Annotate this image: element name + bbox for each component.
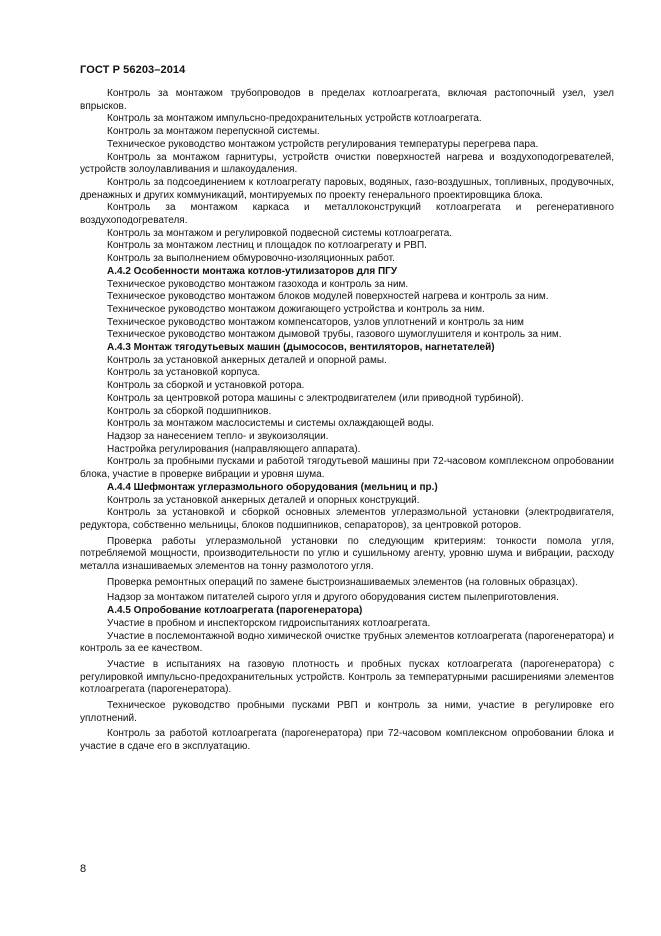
section-heading: А.4.4 Шефмонтаж углеразмольного оборудования (мельниц и пр.)	[107, 481, 438, 493]
paragraph: Техническое руководство монтажом блоков модулей поверхностей нагрева и контроль за ним.	[107, 291, 549, 303]
paragraph: Контроль за монтажом импульсно-предохранительных устройств котлоагрегата.	[107, 113, 482, 125]
paragraph: Контроль за установкой и сборкой основных элементов углеразмольной установки (электродвигателя, редуктора, собственно мельницы, блоков подшипников, сепараторов), за центровкой роторов.	[80, 507, 614, 531]
paragraph: Проверка ремонтных операций по замене быстроизнашиваемых элементов (на головных образцах).	[107, 576, 578, 588]
paragraph: Контроль за сборкой и установкой ротора.	[107, 380, 305, 392]
paragraph: Участие в послемонтажной водно химической очистке трубных элементов котлоагрегата (парогенератора) и контроль за ее качеством.	[80, 630, 614, 655]
paragraph: Надзор за монтажом питателей сырого угля и другого оборудования систем пылеприготовления.	[107, 592, 559, 604]
paragraph: Контроль за монтажом лестниц и площадок по котлоагрегату и РВП.	[107, 240, 427, 252]
paragraph: Контроль за установкой анкерных деталей и опорных конструкций.	[107, 494, 420, 506]
paragraph: Настройка регулирования (направляющего аппарата).	[107, 443, 361, 455]
paragraph: Контроль за монтажом маслосистемы и системы охлаждающей воды.	[107, 418, 435, 430]
paragraph: Техническое руководство монтажом устройств регулирования температуры перегрева пара.	[107, 138, 539, 150]
paragraph: Контроль за монтажом и регулировкой подвесной системы котлоагрегата.	[107, 227, 453, 239]
paragraph: Техническое руководство монтажом дымовой трубы, газового шумоглушителя и контроль за ним.	[107, 329, 562, 341]
document-header: ГОСТ Р 56203–2014	[80, 64, 186, 76]
paragraph: Контроль за сборкой подшипников.	[107, 405, 272, 417]
paragraph: Контроль за подсоединением к котлоагрегату паровых, водяных, газо-воздушных, топливных, продувочных, дренажных и других коммуникаций, монтируемых по проекту генерального проектировщика блока.	[80, 176, 614, 201]
paragraph: Контроль за монтажом перепускной системы.	[107, 126, 320, 138]
paragraph: Техническое руководство монтажом компенсаторов, узлов уплотнений и контроль за ним	[107, 316, 524, 328]
paragraph: Контроль за пробными пусками и работой тягодутьевой машины при 72-часовом комплексном опробовании блока, участие в проверке вибрации и уровня шума.	[80, 456, 614, 481]
paragraph: Контроль за монтажом гарнитуры, устройств очистки поверхностей нагрева и воздухоподогревателей, устройств золоулавливания и шлакоудаления.	[80, 151, 614, 176]
paragraph: Контроль за центровкой ротора машины с электродвигателем (или приводной турбиной).	[107, 392, 524, 404]
paragraph: Техническое руководство монтажом газохода и контроль за ним.	[107, 278, 409, 290]
paragraph: Контроль за установкой корпуса.	[107, 367, 261, 379]
paragraph: Контроль за монтажом трубопроводов в пределах котлоагрегата, включая растопочный узел, узел впрысков.	[80, 88, 614, 112]
section-heading: А.4.2 Особенности монтажа котлов-утилизаторов для ПГУ	[107, 265, 398, 277]
paragraph: Техническое руководство пробными пусками РВП и контроль за ними, участие в регулировке его уплотнений.	[80, 700, 614, 724]
paragraph: Участие в испытаниях на газовую плотность и пробных пусках котлоагрегата (парогенератора) с регулировкой импульсно-предохранительных устройств. Контроль за температурными расширениями элементов котлоагрегата (парогенератора).	[80, 658, 614, 696]
paragraph: Участие в пробном и инспекторском гидроиспытаниях котлоагрегата.	[107, 617, 431, 629]
paragraph: Контроль за монтажом каркаса и металлоконструкций котлоагрегата и регенеративного воздухоподогревателя.	[80, 202, 614, 227]
page-number: 8	[80, 863, 87, 875]
paragraph: Контроль за установкой анкерных деталей и опорной рамы.	[107, 354, 387, 366]
paragraph: Проверка работы углеразмольной установки по следующим критериям: тонкости помола угля, потребляемой мощности, производительности по углю и сушильному агенту, уровню шума и вибрации, расходу металла изнашиваемых элементов на тонну размолотого угля.	[80, 535, 614, 573]
section-heading: А.4.3 Монтаж тягодутьевых машин (дымососов, вентиляторов, нагнетателей)	[107, 342, 495, 354]
section-heading: А.4.5 Опробование котлоагрегата (парогенератора)	[107, 605, 363, 617]
document-body	[80, 88, 614, 754]
paragraph: Техническое руководство монтажом дожигающего устройства и контроль за ним.	[107, 303, 485, 315]
paragraph: Надзор за нанесением тепло- и звукоизоляции.	[107, 430, 329, 442]
paragraph: Контроль за выполнением обмуровочно-изоляционных работ.	[107, 253, 395, 265]
paragraph: Контроль за работой котлоагрегата (парогенератора) при 72-часовом комплексном опробовании блока и участие в сдаче его в эксплуатацию.	[80, 728, 614, 753]
